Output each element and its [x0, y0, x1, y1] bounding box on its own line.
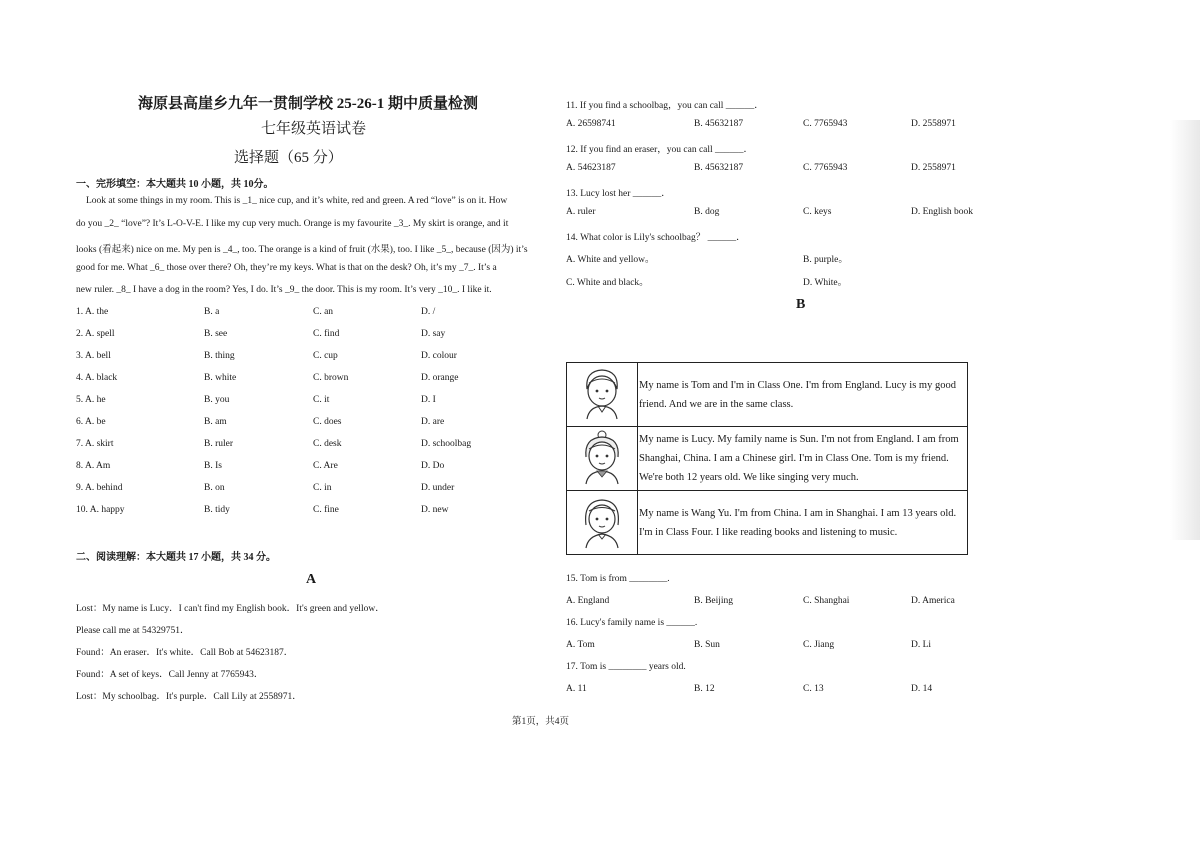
- option-d: D. Do: [421, 461, 445, 471]
- option-a: A. England: [566, 596, 610, 606]
- option-d: D. 2558971: [911, 119, 956, 129]
- option-b: B. on: [204, 483, 225, 493]
- option-c: C. desk: [313, 439, 342, 449]
- option-b: B. tidy: [204, 505, 230, 515]
- option-b: B. purple。: [803, 255, 848, 265]
- notice-line: Lost：My name is Lucy．I can't find my English book．It's green and yellow．: [76, 604, 385, 614]
- option-a: 3. A. bell: [76, 351, 111, 361]
- option-d: D. America: [911, 596, 955, 606]
- passage-line: do you _2_ “love”? It’s L-O-V-E. I like my cup very much. Orange is my favourite _3_. My skirt is orange, and it: [76, 219, 509, 229]
- option-d: D. say: [421, 329, 446, 339]
- option-a: 6. A. be: [76, 417, 106, 427]
- option-c: C. find: [313, 329, 340, 339]
- option-c: C. in: [313, 483, 332, 493]
- option-a: 9. A. behind: [76, 483, 123, 493]
- question-stem: 12. If you find an eraser，you can call ______．: [566, 145, 754, 155]
- option-b: B. 12: [694, 684, 715, 694]
- profile-table: [566, 362, 968, 555]
- option-a: 1. A. the: [76, 307, 109, 317]
- option-c: C. does: [313, 417, 342, 427]
- option-c: C. keys: [803, 207, 832, 217]
- option-a: 7. A. skirt: [76, 439, 114, 449]
- section1-heading: 一、完形填空：本大题共 10 小题，共 10分。: [76, 179, 274, 190]
- option-c: C. cup: [313, 351, 338, 361]
- option-d: D. under: [421, 483, 455, 493]
- option-a: 10. A. happy: [76, 505, 125, 515]
- option-d: D. 2558971: [911, 163, 956, 173]
- boy-face-icon: [567, 363, 637, 421]
- girl-portrait-lucy: [567, 427, 638, 491]
- option-c: C. White and black。: [566, 278, 649, 288]
- question-stem: 11. If you find a schoolbag，you can call ______．: [566, 101, 764, 111]
- option-a: 4. A. black: [76, 373, 118, 383]
- notice-line: Found：An eraser．It's white．Call Bob at 54623187．: [76, 648, 294, 658]
- option-c: C. 7765943: [803, 163, 848, 173]
- option-b: B. thing: [204, 351, 235, 361]
- notice-line: Please call me at 54329751．: [76, 626, 190, 636]
- passage-line: good for me. What _6_ those over there? Oh, they’re my keys. What is that on the desk? Oh, it’s my _7_. It’s a: [76, 263, 497, 273]
- option-c: C. 7765943: [803, 119, 848, 129]
- part-a-label: A: [306, 572, 317, 587]
- option-b: B. 45632187: [694, 119, 744, 129]
- passage-line: Look at some things in my room. This is _1_ nice cup, and it’s white, red and green. A red “love” is on it. How: [86, 196, 508, 206]
- option-b: B. see: [204, 329, 228, 339]
- option-a: A. 54623187: [566, 163, 616, 173]
- girl-face-icon: [567, 491, 637, 549]
- option-b: B. am: [204, 417, 227, 427]
- page-footer: 第1页，共4页: [512, 717, 570, 727]
- option-d: D. new: [421, 505, 449, 515]
- option-c: C. Are: [313, 461, 338, 471]
- option-d: D. colour: [421, 351, 457, 361]
- profile-text-tom: My name is Tom and I'm in Class One. I'm from England. Lucy is my good friend. And we are in the same class.: [638, 363, 968, 427]
- boy-portrait: [567, 363, 638, 427]
- option-b: B. you: [204, 395, 230, 405]
- exam-title: 海原县高崖乡九年一贯制学校 25-26-1 期中质量检测: [138, 96, 478, 112]
- part-b-label: B: [796, 297, 806, 312]
- option-c: C. Jiang: [803, 640, 835, 650]
- option-d: D. orange: [421, 373, 459, 383]
- question-stem: 14. What color is Lily's schoolbag？ ______．: [566, 233, 746, 243]
- option-d: D. 14: [911, 684, 933, 694]
- option-d: D. I: [421, 395, 436, 405]
- option-b: B. dog: [694, 207, 720, 217]
- option-c: C. 13: [803, 684, 824, 694]
- question-stem: 16. Lucy's family name is ______.: [566, 618, 698, 628]
- option-b: B. Beijing: [694, 596, 734, 606]
- question-stem: 17. Tom is ________ years old.: [566, 662, 686, 672]
- profile-text-wangyu: My name is Wang Yu. I'm from China. I am in Shanghai. I am 13 years old. I'm in Class Four. I like reading books and listening to music.: [638, 491, 968, 555]
- profile-text-lucy: My name is Lucy. My family name is Sun. I'm not from England. I am from Shanghai, China. I am a Chinese girl. I'm in Class One. Tom is my friend. We're both 12 years old. We like singing very much.: [638, 427, 968, 491]
- option-d: D. schoolbag: [421, 439, 472, 449]
- question-stem: 15. Tom is from ________.: [566, 574, 670, 584]
- option-a: A. White and yellow。: [566, 255, 655, 265]
- part-heading: 选择题（65 分）: [234, 150, 343, 166]
- option-a: A. Tom: [566, 640, 595, 650]
- option-b: B. Is: [204, 461, 222, 471]
- option-a: A. ruler: [566, 207, 596, 217]
- option-a: 8. A. Am: [76, 461, 111, 471]
- notice-line: Found：A set of keys．Call Jenny at 7765943．: [76, 670, 264, 680]
- question-stem: 13. Lucy lost her ______．: [566, 189, 671, 199]
- section2-heading: 二、阅读理解：本大题共 17 小题，共 34 分。: [76, 552, 276, 563]
- scan-edge-shadow: [1170, 120, 1200, 540]
- passage-line: new ruler. _8_ I have a dog in the room? Yes, I do. It’s _9_ the door. This is my room. It’s very _10_. I like it.: [76, 285, 492, 295]
- girl-face-icon: [567, 427, 637, 485]
- option-d: D. English book: [911, 207, 974, 217]
- option-c: C. fine: [313, 505, 339, 515]
- option-b: B. a: [204, 307, 220, 317]
- option-a: 2. A. spell: [76, 329, 115, 339]
- girl-portrait-wangyu: [567, 491, 638, 555]
- option-c: C. brown: [313, 373, 349, 383]
- option-a: 5. A. he: [76, 395, 106, 405]
- option-d: D. /: [421, 307, 436, 317]
- option-d: D. are: [421, 417, 445, 427]
- option-a: A. 26598741: [566, 119, 616, 129]
- option-a: A. 11: [566, 684, 587, 694]
- option-b: B. 45632187: [694, 163, 744, 173]
- option-d: D. White。: [803, 278, 848, 288]
- notice-line: Lost：My schoolbag．It's purple．Call Lily at 2558971．: [76, 692, 302, 702]
- option-d: D. Li: [911, 640, 932, 650]
- option-b: B. Sun: [694, 640, 720, 650]
- option-c: C. it: [313, 395, 330, 405]
- passage-line: looks (看起来) nice on me. My pen is _4_, too. The orange is a kind of fruit (水果), too. I like _5_, because (因为) it’s: [76, 245, 528, 255]
- option-b: B. ruler: [204, 439, 234, 449]
- exam-subtitle: 七年级英语试卷: [261, 121, 367, 137]
- option-b: B. white: [204, 373, 237, 383]
- option-c: C. an: [313, 307, 334, 317]
- option-c: C. Shanghai: [803, 596, 850, 606]
